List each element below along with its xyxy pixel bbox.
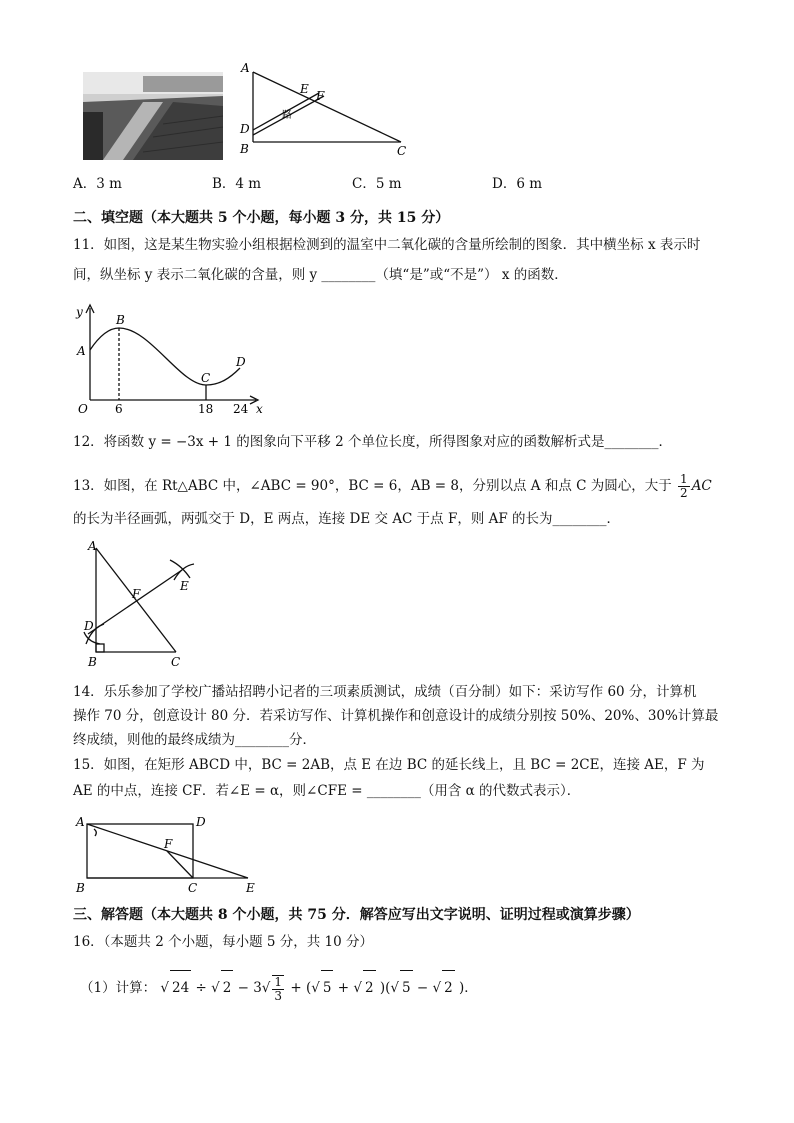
q10-label-e: E xyxy=(300,82,309,96)
q13-line2: 的长为半径画弧，两弧交于 D，E 两点，连接 DE 交 AC 于点 F，则 AF 的长为________． xyxy=(73,511,621,527)
q10-triangle-figure xyxy=(236,60,416,160)
q13-frac-den: 2 xyxy=(680,486,688,500)
q16-coef: 3 xyxy=(253,980,262,996)
q16-sqrt2c: 2 xyxy=(442,970,455,1005)
q13-figure xyxy=(78,536,208,670)
q16-sqrt5b: 5 xyxy=(400,970,413,1005)
q16-frac-den: 3 xyxy=(274,988,283,1003)
q11-point-b: B xyxy=(116,313,125,327)
q11-graph xyxy=(70,300,270,418)
q16-intro: 16．（本题共 2 个小题，每小题 5 分，共 10 分） xyxy=(73,934,374,950)
q13-label-d: D xyxy=(84,619,94,633)
q16-frac xyxy=(272,975,284,1003)
q15-figure xyxy=(70,810,270,896)
q11-origin: O xyxy=(78,402,88,416)
q13-fraction xyxy=(678,473,690,500)
q10-option-b: B．4 m xyxy=(212,176,262,192)
q15-label-d: D xyxy=(196,815,206,829)
q12-text: 12．将函数 y = −3x + 1 的图象向下平移 2 个单位长度，所得图象对应的函数解析式是________． xyxy=(73,434,672,450)
q11-axis-x: x xyxy=(256,402,263,416)
q13-ac: AC xyxy=(691,478,712,494)
q16-part1: （1）计算： √ 24 ÷ √ 2 − 3√ $\frac{1}{3}$ + (√ 5 + √ 2 )(√ 5 − √ 2 )． xyxy=(80,970,478,1004)
q11-axis-y: y xyxy=(76,305,83,319)
q14-line3: 终成绩，则他的最终成绩为________分． xyxy=(73,732,316,748)
q16-part1-label: （1）计算： xyxy=(80,980,157,996)
section2-title: 二、填空题（本大题共 5 个小题，每小题 3 分，共 15 分） xyxy=(73,210,450,226)
section3-title: 三、解答题（本大题共 8 个小题，共 75 分．解答应写出文字说明、证明过程或演算步骤） xyxy=(73,907,640,923)
q15-label-a: A xyxy=(76,815,85,829)
q11-tick-18: 18 xyxy=(198,402,214,416)
q13-label-c: C xyxy=(171,655,181,669)
q10-option-d: D．6 m xyxy=(492,176,543,192)
q11-tick-6: 6 xyxy=(115,402,123,416)
q15-label-c: C xyxy=(188,881,198,895)
q10-label-d: D xyxy=(240,122,250,136)
q13-label-b: B xyxy=(88,655,97,669)
q11-tick-24: 24 xyxy=(233,402,249,416)
q11-line1: 11．如图，这是某生物实验小组根据检测到的温室中二氧化碳的含量所绘制的图象．其中横坐标 x 表示时 xyxy=(73,237,701,253)
q11-line2: 间，纵坐标 y 表示二氧化碳的含量，则 y ________（填“是”或“不是”） x 的函数． xyxy=(73,267,568,283)
q13-line1-text: 13．如图，在 Rt△ABC 中，∠ABC = 90°，BC = 6，AB = 8，分别以点 A 和点 C 为圆心，大于 xyxy=(73,478,672,494)
q14-line2: 操作 70 分，创意设计 80 分．若采访写作、计算机操作和创意设计的成绩分别按 50%、20%、30%计算最 xyxy=(73,708,719,724)
q10-photo xyxy=(83,72,223,160)
q13-label-a: A xyxy=(88,539,97,553)
q10-label-c: C xyxy=(397,144,407,158)
q16-sqrt2b: 2 xyxy=(363,970,376,1005)
q10-option-c: C．5 m xyxy=(352,176,402,192)
q11-point-d: D xyxy=(236,355,246,369)
q10-label-a: A xyxy=(241,61,250,75)
q10-option-a: A．3 m xyxy=(73,176,122,192)
q16-sqrt2: 2 xyxy=(221,970,234,1005)
q15-line2: AE 的中点，连接 CF．若∠E = α，则∠CFE = ________（用含 α 的代数式表示）． xyxy=(73,783,581,799)
q14-line1: 14．乐乐参加了学校广播站招聘小记者的三项素质测试，成绩（百分制）如下：采访写作 60 分，计算机 xyxy=(73,684,697,700)
q10-label-f: F xyxy=(316,89,325,103)
q11-point-a: A xyxy=(77,344,86,358)
q13-label-f: F xyxy=(132,587,141,601)
q16-sqrt24: 24 xyxy=(170,970,191,1005)
q11-point-c: C xyxy=(201,371,211,385)
q15-label-e: E xyxy=(246,881,255,895)
q10-label-road: 路 xyxy=(282,110,292,121)
q13-label-e: E xyxy=(180,579,189,593)
q15-label-f: F xyxy=(164,837,173,851)
q13-line1 xyxy=(73,469,712,503)
q16-frac-num: 1 xyxy=(274,974,283,989)
q15-label-b: B xyxy=(76,881,85,895)
q10-label-b: B xyxy=(240,142,249,156)
q16-sqrt5a: 5 xyxy=(321,970,334,1005)
q15-line1: 15．如图，在矩形 ABCD 中，BC = 2AB，点 E 在边 BC 的延长线上，且 BC = 2CE，连接 AE，F 为 xyxy=(73,757,705,773)
q13-frac-num: 1 xyxy=(680,472,688,486)
